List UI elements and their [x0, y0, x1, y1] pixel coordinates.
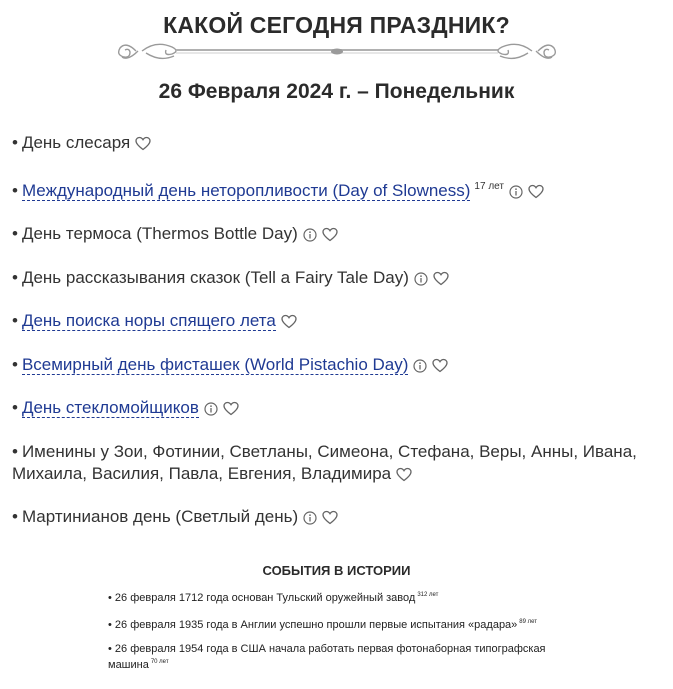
age-badge: 89 лет: [519, 619, 538, 625]
page-title: КАКОЙ СЕГОДНЯ ПРАЗДНИК?: [163, 12, 510, 38]
bullet: •: [108, 619, 112, 631]
heart-icon[interactable]: [135, 135, 151, 150]
history-item: [108, 589, 578, 605]
history-title: СОБЫТИЯ В ИСТОРИИ: [262, 563, 411, 578]
heart-icon[interactable]: [281, 313, 297, 328]
history-list: [108, 589, 578, 683]
bullet: •: [108, 592, 112, 604]
decorative-ornament: [116, 38, 558, 64]
bullet: •: [12, 224, 18, 243]
holiday-item: [12, 176, 662, 202]
heart-icon[interactable]: [432, 357, 448, 372]
history-text: 26 февраля 1712 года основан Тульский оружейный завод: [114, 592, 416, 604]
holiday-item: [12, 354, 662, 376]
holiday-label: День рассказывания сказок (Tell a Fairy Tale Day): [21, 267, 409, 287]
holiday-label: День слесаря: [21, 133, 131, 152]
heart-icon[interactable]: [223, 400, 239, 415]
holiday-link[interactable]: День стекломойщиков: [21, 398, 199, 417]
holiday-label: Мартинианов день (Светлый день): [21, 507, 299, 526]
heart-icon[interactable]: [322, 509, 338, 524]
history-text: 26 февраля 1954 года в США начала работать первая фотонаборная типографская машина: [108, 643, 546, 671]
info-icon[interactable]: [303, 509, 317, 523]
history-item: [108, 643, 578, 672]
bullet: •: [12, 398, 18, 417]
bullet: •: [12, 507, 18, 526]
holiday-item: [12, 223, 662, 245]
holiday-label: День термоса (Thermos Bottle Day): [21, 224, 298, 243]
bullet: •: [12, 354, 18, 374]
bullet: •: [12, 180, 18, 200]
info-icon[interactable]: [204, 400, 218, 414]
holiday-link[interactable]: Международный день неторопливости (Day of Slowness): [21, 180, 471, 200]
holiday-link[interactable]: Всемирный день фисташек (World Pistachio Day): [21, 354, 409, 374]
bullet: •: [108, 643, 112, 655]
info-icon[interactable]: [303, 226, 317, 240]
info-icon[interactable]: [414, 270, 428, 284]
heart-icon[interactable]: [433, 270, 449, 285]
info-icon[interactable]: [413, 357, 427, 371]
age-badge: 70 лет: [150, 659, 169, 665]
date-line: 26 Февраля 2024 г. – Понедельник: [158, 80, 515, 103]
holiday-item: [12, 267, 662, 289]
age-badge: 17 лет: [474, 180, 504, 192]
holiday-item: [12, 132, 662, 154]
holiday-item: [12, 441, 662, 485]
age-badge: 312 лет: [417, 592, 439, 598]
heart-icon[interactable]: [322, 226, 338, 241]
bullet: •: [12, 441, 18, 461]
heart-icon[interactable]: [396, 466, 412, 481]
holiday-link[interactable]: День поиска норы спящего лета: [21, 311, 276, 330]
bullet: •: [12, 267, 18, 287]
holiday-list: [12, 132, 662, 550]
info-icon[interactable]: [509, 183, 523, 197]
bullet: •: [12, 311, 18, 330]
bullet: •: [12, 133, 18, 152]
holiday-label: Именины у Зои, Фотинии, Светланы, Симеона, Стефана, Веры, Анны, Ивана, Михаила, Василия, Павла, Евгения, Владимира: [12, 441, 637, 483]
history-item: [108, 616, 578, 632]
holiday-item: [12, 506, 662, 528]
holiday-item: [12, 310, 662, 332]
history-text: 26 февраля 1935 года в Англии успешно прошли первые испытания «радара»: [114, 619, 518, 631]
heart-icon[interactable]: [528, 183, 544, 198]
holiday-item: [12, 397, 662, 419]
